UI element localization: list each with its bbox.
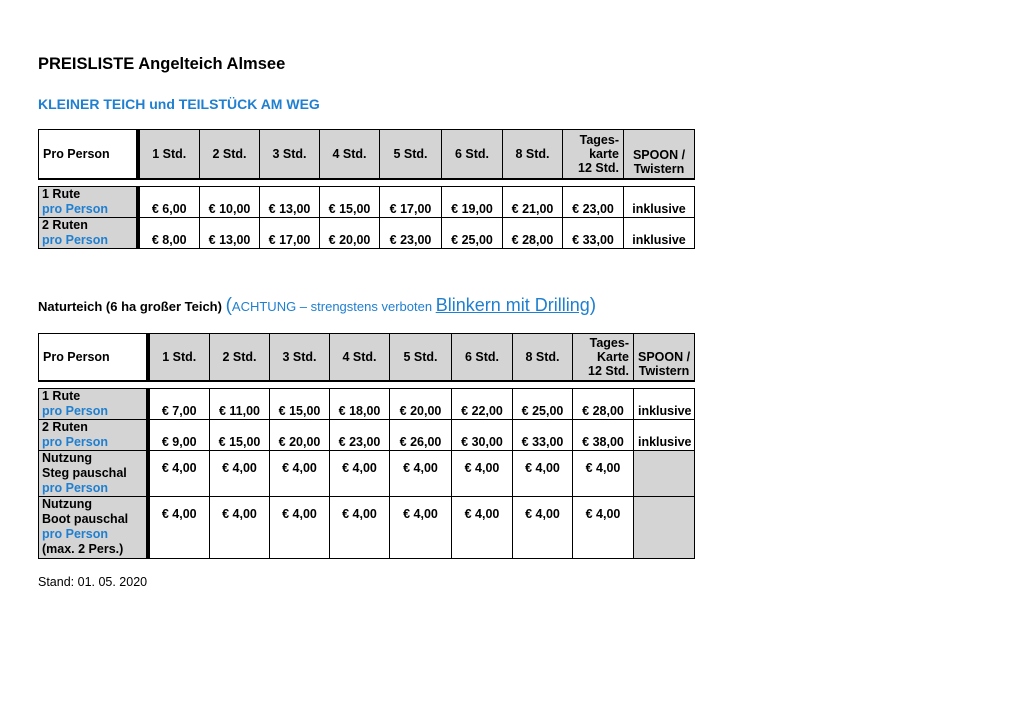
price-cell: € 23,00 — [330, 419, 390, 450]
row-label-line: pro Person — [42, 232, 108, 247]
price-cell: € 9,00 — [148, 419, 210, 450]
header-col: 8 Std. — [503, 130, 563, 179]
price-cell: € 15,00 — [270, 388, 330, 419]
separator-row — [39, 179, 695, 187]
empty-cell — [634, 450, 695, 496]
table-row — [39, 388, 695, 419]
price-cell: € 13,00 — [200, 217, 260, 248]
empty-cell — [634, 496, 695, 558]
row-label-line: 2 Ruten — [42, 419, 88, 434]
header-col: 2 Std. — [200, 130, 260, 179]
table-row — [39, 217, 695, 248]
section1-heading: KLEINER TEICH und TEILSTÜCK AM WEG — [38, 96, 320, 112]
price-cell: € 15,00 — [320, 186, 380, 217]
section2-heading: Naturteich (6 ha großer Teich) — [38, 299, 222, 314]
header-spoon — [624, 130, 695, 179]
price-cell: € 22,00 — [452, 388, 513, 419]
price-cell: € 30,00 — [452, 419, 513, 450]
price-cell: € 26,00 — [390, 419, 452, 450]
row-label-line: pro Person — [42, 526, 108, 541]
price-cell: € 4,00 — [513, 450, 573, 496]
row-label-line: 1 Rute — [42, 388, 81, 403]
row-label-line: pro Person — [42, 434, 108, 449]
row-label-line: Steg pauschal — [42, 465, 127, 480]
row-label-line: pro Person — [42, 201, 108, 216]
price-cell: € 20,00 — [270, 419, 330, 450]
price-cell: € 4,00 — [390, 450, 452, 496]
header-col: 6 Std. — [452, 334, 513, 381]
spoon-line: SPOON / — [638, 349, 691, 364]
price-cell: € 4,00 — [148, 450, 210, 496]
spoon-line: Twistern — [633, 161, 685, 176]
price-cell: inklusive — [634, 419, 695, 450]
price-cell: € 38,00 — [573, 419, 634, 450]
header-col: 6 Std. — [442, 130, 503, 179]
header-col: 4 Std. — [330, 334, 390, 381]
header-col: 8 Std. — [513, 334, 573, 381]
price-cell: € 17,00 — [380, 186, 442, 217]
paren-open: ( — [225, 295, 232, 316]
header-col: 3 Std. — [270, 334, 330, 381]
day-card-line: Karte — [597, 349, 629, 364]
row-label — [39, 388, 148, 419]
price-cell: € 4,00 — [452, 496, 513, 558]
header-col: 3 Std. — [260, 130, 320, 179]
price-cell: € 15,00 — [210, 419, 270, 450]
header-label: Pro Person — [39, 334, 148, 381]
header-day-card — [573, 334, 634, 381]
day-card-line: 12 Std. — [588, 363, 629, 378]
warning-highlight: Blinkern mit Drilling — [435, 295, 590, 315]
row-label — [39, 186, 138, 217]
price-cell: € 11,00 — [210, 388, 270, 419]
price-cell: € 4,00 — [390, 496, 452, 558]
spoon-line: SPOON / — [632, 147, 686, 162]
header-col: 1 Std. — [138, 130, 200, 179]
row-label — [39, 419, 148, 450]
separator — [39, 381, 695, 389]
header-day-card — [563, 130, 624, 179]
table-row — [39, 186, 695, 217]
price-table-nature-pond — [38, 333, 695, 559]
price-cell: € 8,00 — [138, 217, 200, 248]
price-cell: inklusive — [624, 186, 695, 217]
header-col: 5 Std. — [380, 130, 442, 179]
price-cell: € 20,00 — [320, 217, 380, 248]
row-label — [39, 450, 148, 496]
separator — [39, 179, 695, 187]
price-cell: € 4,00 — [573, 450, 634, 496]
row-label — [39, 217, 138, 248]
day-card-line: Tages- — [589, 335, 629, 350]
price-table-small-pond — [38, 129, 695, 249]
header-col: 2 Std. — [210, 334, 270, 381]
price-cell: € 28,00 — [573, 388, 634, 419]
day-card-line: karte — [589, 146, 619, 161]
row-label-line: pro Person — [42, 403, 108, 418]
row-label-line: Nutzung — [42, 450, 92, 465]
day-card-line: 12 Std. — [578, 160, 619, 175]
price-cell: € 4,00 — [452, 450, 513, 496]
price-cell: inklusive — [634, 388, 695, 419]
price-cell: € 23,00 — [563, 186, 624, 217]
price-cell: € 4,00 — [210, 450, 270, 496]
row-label-line: Boot pauschal — [42, 511, 129, 526]
table-row — [39, 450, 695, 496]
day-card-line: Tages- — [579, 132, 619, 147]
price-cell: € 7,00 — [148, 388, 210, 419]
spoon-line: Twistern — [638, 363, 690, 378]
price-cell: € 4,00 — [148, 496, 210, 558]
row-label-line: (max. 2 Pers.) — [42, 541, 124, 556]
stand-date: Stand: 01. 05. 2020 — [38, 575, 148, 589]
table-row — [39, 419, 695, 450]
price-cell: € 4,00 — [330, 450, 390, 496]
price-cell: € 17,00 — [260, 217, 320, 248]
table-row — [39, 496, 695, 558]
row-label-line: Nutzung — [42, 496, 92, 511]
row-label-line: pro Person — [42, 480, 108, 495]
price-cell: € 25,00 — [442, 217, 503, 248]
price-cell: € 6,00 — [138, 186, 200, 217]
price-cell: € 25,00 — [513, 388, 573, 419]
price-cell: inklusive — [624, 217, 695, 248]
page-title: PREISLISTE Angelteich Almsee — [38, 55, 286, 73]
price-cell: € 10,00 — [200, 186, 260, 217]
separator-row — [39, 381, 695, 389]
header-col: 1 Std. — [148, 334, 210, 381]
header-spoon — [634, 334, 695, 381]
price-cell: € 23,00 — [380, 217, 442, 248]
price-cell: € 13,00 — [260, 186, 320, 217]
row-label-line: 2 Ruten — [42, 217, 88, 232]
header-col: 5 Std. — [390, 334, 452, 381]
price-cell: € 4,00 — [210, 496, 270, 558]
header-col: 4 Std. — [320, 130, 380, 179]
warning-text: ACHTUNG – strengstens verboten — [231, 299, 433, 314]
table-header-row — [39, 130, 695, 179]
price-cell: € 20,00 — [390, 388, 452, 419]
row-label — [39, 496, 148, 558]
price-cell: € 28,00 — [503, 217, 563, 248]
price-cell: € 21,00 — [503, 186, 563, 217]
paren-close: ) — [589, 295, 597, 316]
table-header-row — [39, 334, 695, 381]
price-cell: € 33,00 — [563, 217, 624, 248]
header-label: Pro Person — [39, 130, 138, 179]
price-cell: € 4,00 — [270, 496, 330, 558]
price-cell: € 4,00 — [270, 450, 330, 496]
price-cell: € 19,00 — [442, 186, 503, 217]
price-cell: € 33,00 — [513, 419, 573, 450]
price-cell: € 4,00 — [330, 496, 390, 558]
price-cell: € 18,00 — [330, 388, 390, 419]
row-label-line: 1 Rute — [42, 186, 81, 201]
section2-heading-line — [38, 295, 596, 317]
price-cell: € 4,00 — [513, 496, 573, 558]
price-cell: € 4,00 — [573, 496, 634, 558]
